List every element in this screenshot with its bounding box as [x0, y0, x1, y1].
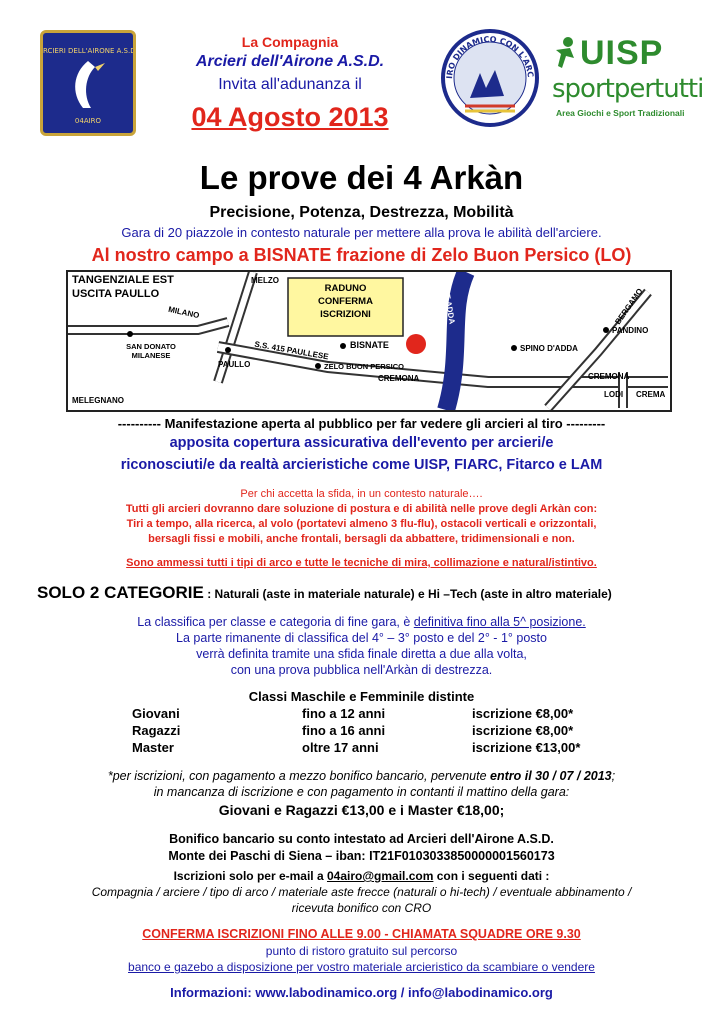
classe-age: oltre 17 anni [302, 740, 379, 755]
campo-line: Al nostro campo a BISNATE frazione di Zelo Buon Persico (LO) [91, 245, 632, 265]
map-label-paullo: PAULLO [218, 360, 251, 369]
map-label-uscita: USCITA PAULLO [72, 288, 160, 300]
classe-fee: iscrizione €8,00* [472, 706, 574, 721]
logo-mid-text: IRO DINAMICO CON L'ARC [444, 34, 535, 80]
map-label-crema: CREMA [636, 390, 666, 399]
heron-icon [75, 61, 95, 108]
map-label-ss415: S.S. 415 PAULLESE [253, 339, 330, 362]
iscrizioni-paragraph: Iscrizioni solo per e-mail a 04airo@gmail.com con i seguenti dati : Compagnia / arciere / tipo di arco / materiale aste frecce (naturali o hi-tech) / eventuale abbinamento / ricevuta bonifico con CRO [91, 869, 632, 915]
map-label-bisnate: BISNATE [350, 340, 389, 350]
map-label-spino: SPINO D'ADDA [520, 344, 578, 353]
ristoro-line: punto di ristoro gratuito sul percorso [265, 944, 458, 958]
main-title: Le prove dei 4 Arkàn [199, 159, 524, 196]
map-label-bergamo: BERGAMO [613, 286, 645, 327]
informazioni-line[interactable]: Informazioni: www.labodinamico.org / info@labodinamico.org [170, 985, 553, 1000]
classifica-paragraph: La classifica per classe e categoria di fine gara, è definitiva fino alla 5^ posizione. La parte rimanente di classifica del 4° – 3° posto e del 2° - 1° posto verrà definita tramite una sfida finale diretta a due alla volta, con una prova pubblica nell'Arkàn di destrezza. [137, 615, 586, 677]
airone-logo [40, 30, 136, 136]
conferma-line: CONFERMA ISCRIZIONI FINO ALLE 9.00 - CHIAMATA SQUADRE ORE 9.30 [142, 927, 581, 941]
club-name: Arcieri dell'Airone A.S.D. [195, 53, 385, 70]
invite-text: Invita all'adunanza il [218, 76, 362, 93]
map-label-tangenziale: TANGENZIALE EST [72, 274, 174, 286]
classe-name: Master [132, 740, 174, 755]
classe-fee: iscrizione €13,00* [472, 740, 581, 755]
tiro-dinamico-logo [440, 28, 540, 128]
ammessi-line: Sono ammessi tutti i tipi di arco e tutte le tecniche di mira, collimazione e natural/istintivo. [126, 557, 597, 569]
note-paragraph: *per iscrizioni, con pagamento a mezzo bonifico bancario, pervenute entro il 30 / 07 / 2013; in mancanza di iscrizione e con pagamento in contanti il mattino della gara: [107, 769, 616, 799]
sfida-paragraph: Per chi accetta la sfida, in un contesto naturale…. Tutti gli arcieri dovranno dare soluzione di postura e di abilità nelle prove degli Arkàn con: Tiri a tempo, alla ricerca, al volo (portatevi almeno 3 flu-flu), ostacoli verticali e orizzontali, bersagli fissi e mobili, anche frontali, bersagli da abbattere, tridimensionali e non. [125, 488, 598, 545]
logo-left-sub: 04AIRO [74, 117, 102, 125]
map-destination-marker [406, 334, 426, 354]
map-label-lodi: LODI [604, 390, 624, 399]
logo-left-text: ARCIERI DELL'AIRONE A.S.D. [43, 47, 133, 55]
note-prices: Giovani e Ragazzi €13,00 e i Master €18,00; [218, 802, 505, 818]
classe-name: Giovani [132, 706, 180, 721]
map-label-melegnano: MELEGNANO [72, 396, 124, 405]
bonifico-paragraph: Bonifico bancario su conto intestato ad Arcieri dell'Airone A.S.D. Monte dei Paschi di Siena – iban: IT21F0103033850000001560173 [168, 832, 555, 863]
map-label-milano: MILANO [167, 304, 201, 321]
categorie-line: SOLO 2 CATEGORIE : Naturali (aste in materiale naturale) e Hi –Tech (aste in altro materiale) [37, 583, 612, 602]
gara-line: Gara di 20 piazzole in contesto naturale per mettere alla prova le abilità dell'arciere. [121, 225, 602, 240]
email-link[interactable]: 04airo@gmail.com [326, 869, 434, 883]
subtitle: Precisione, Potenza, Destrezza, Mobilità [209, 204, 514, 221]
event-date: 04 Agosto 2013 [191, 102, 389, 132]
uisp-tag: Area Giochi e Sport Tradizionali [556, 108, 685, 118]
uisp-logo [552, 36, 702, 126]
copertura-line-2: riconosciuti/e da realtà arcieristiche come UISP, FIARC, Fitarco e LAM [120, 457, 603, 473]
classe-age: fino a 12 anni [302, 706, 386, 721]
map-label-raduno: RADUNO CONFERMA ISCRIZIONI [318, 283, 373, 320]
classe-age: fino a 16 anni [302, 723, 386, 738]
classe-fee: iscrizione €8,00* [472, 723, 574, 738]
map-label-cremona-1: CREMONA [378, 374, 420, 383]
la-compagnia: La Compagnia [241, 34, 339, 50]
location-map [66, 270, 672, 412]
classe-name: Ragazzi [132, 723, 181, 738]
map-label-pandino: PANDINO [612, 326, 649, 335]
uisp-runner-icon [552, 36, 578, 70]
uisp-slogan: sportpertutti [552, 74, 704, 104]
map-label-zelo: ZELO BUON PERSICO [324, 362, 405, 371]
map-label-melzo: MELZO [251, 276, 279, 285]
map-label-cremona-2: CREMONA [588, 372, 630, 381]
manifestazione-line: ---------- Manifestazione aperta al pubblico per far vedere gli arcieri al tiro --------- [117, 416, 606, 431]
classi-head: Classi Maschile e Femminile distinte [248, 689, 475, 704]
uisp-brand: UISP [580, 34, 664, 72]
map-label-fiume: FIUME ADDA [439, 274, 457, 325]
copertura-line-1: apposita copertura assicurativa dell'evento per arcieri/e [169, 435, 554, 451]
map-label-san-donato: SAN DONATO MILANESE [126, 342, 176, 360]
banco-line: banco e gazebo a disposizione per vostro materiale arcieristico da scambiare o vendere [128, 960, 595, 974]
